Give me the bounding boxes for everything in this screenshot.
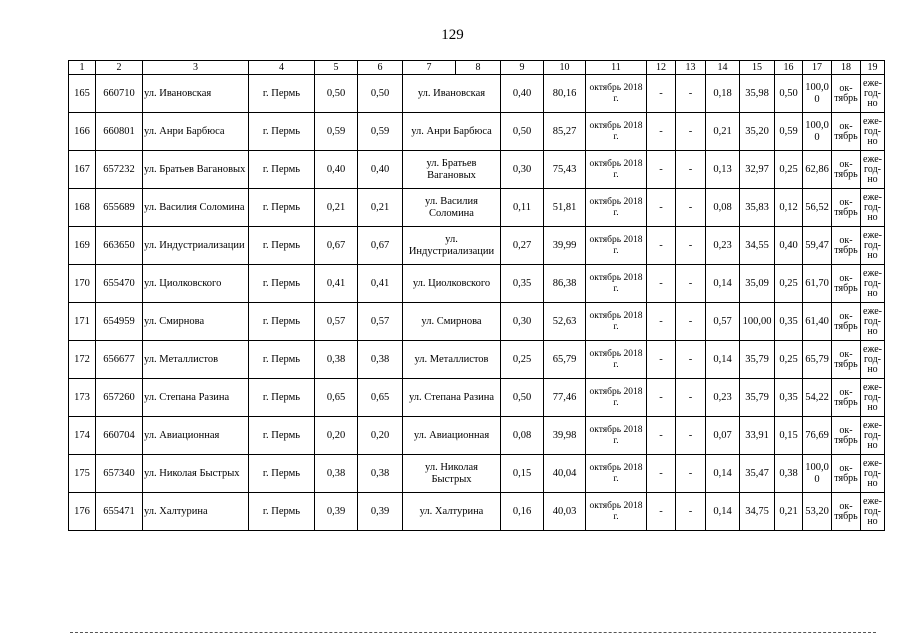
cell-col15: 33,91 <box>740 417 775 455</box>
row-number: 168 <box>69 189 96 227</box>
month-cell: ок-тябрь <box>832 227 861 265</box>
frequency-cell: еже-год-но <box>861 493 885 531</box>
cell-col14: 0,07 <box>706 417 740 455</box>
cell-col14: 0,21 <box>706 113 740 151</box>
table-row <box>69 151 885 189</box>
cell-col9: 0,25 <box>501 341 544 379</box>
cell-col13: - <box>676 341 706 379</box>
cell-col12: - <box>647 455 676 493</box>
cell-col17: 61,70 <box>803 265 832 303</box>
cell-col6: 0,41 <box>358 265 403 303</box>
row-code: 660801 <box>96 113 143 151</box>
row-code: 655471 <box>96 493 143 531</box>
period-cell: октябрь 2018 г. <box>586 151 647 189</box>
cell-col10: 51,81 <box>544 189 586 227</box>
cell-col9: 0,11 <box>501 189 544 227</box>
street-name-merged: ул. Металлистов <box>403 341 501 379</box>
cell-col6: 0,50 <box>358 75 403 113</box>
cell-col15: 32,97 <box>740 151 775 189</box>
cell-col10: 39,98 <box>544 417 586 455</box>
cell-col6: 0,67 <box>358 227 403 265</box>
column-header: 8 <box>456 61 501 75</box>
column-header: 11 <box>586 61 647 75</box>
period-cell: октябрь 2018 г. <box>586 493 647 531</box>
row-number: 169 <box>69 227 96 265</box>
table-row <box>69 227 885 265</box>
cell-col16: 0,21 <box>775 493 803 531</box>
period-cell: октябрь 2018 г. <box>586 417 647 455</box>
cell-col6: 0,20 <box>358 417 403 455</box>
cell-col14: 0,08 <box>706 189 740 227</box>
cell-col15: 35,47 <box>740 455 775 493</box>
street-name: ул. Авиационная <box>143 417 249 455</box>
frequency-cell: еже-год-но <box>861 189 885 227</box>
row-number: 174 <box>69 417 96 455</box>
row-number: 175 <box>69 455 96 493</box>
frequency-cell: еже-год-но <box>861 265 885 303</box>
cell-col12: - <box>647 75 676 113</box>
column-header: 18 <box>832 61 861 75</box>
cell-col17: 100,0 0 <box>803 113 832 151</box>
cell-col13: - <box>676 417 706 455</box>
period-cell: октябрь 2018 г. <box>586 113 647 151</box>
cell-col17: 53,20 <box>803 493 832 531</box>
cell-col17: 56,52 <box>803 189 832 227</box>
frequency-cell: еже-год-но <box>861 75 885 113</box>
street-name: ул. Циолковского <box>143 265 249 303</box>
column-header: 6 <box>358 61 403 75</box>
month-cell: ок-тябрь <box>832 455 861 493</box>
cell-col17: 65,79 <box>803 341 832 379</box>
table-row <box>69 113 885 151</box>
cell-col14: 0,18 <box>706 75 740 113</box>
column-header: 14 <box>706 61 740 75</box>
cell-col13: - <box>676 379 706 417</box>
street-name: ул. Смирнова <box>143 303 249 341</box>
street-name: ул. Степана Разина <box>143 379 249 417</box>
column-header: 1 <box>69 61 96 75</box>
row-code: 655470 <box>96 265 143 303</box>
column-header: 17 <box>803 61 832 75</box>
street-name: ул. Индустриализации <box>143 227 249 265</box>
row-number: 165 <box>69 75 96 113</box>
city-name: г. Пермь <box>249 455 315 493</box>
cell-col16: 0,59 <box>775 113 803 151</box>
table-row <box>69 75 885 113</box>
column-header: 13 <box>676 61 706 75</box>
table-row <box>69 341 885 379</box>
cell-col9: 0,16 <box>501 493 544 531</box>
row-number: 166 <box>69 113 96 151</box>
row-number: 172 <box>69 341 96 379</box>
cell-col13: - <box>676 189 706 227</box>
row-number: 167 <box>69 151 96 189</box>
city-name: г. Пермь <box>249 379 315 417</box>
table-row <box>69 303 885 341</box>
cell-col14: 0,14 <box>706 493 740 531</box>
street-name: ул. Братьев Вагановых <box>143 151 249 189</box>
cell-col16: 0,25 <box>775 265 803 303</box>
frequency-cell: еже-год-но <box>861 341 885 379</box>
frequency-cell: еже-год-но <box>861 113 885 151</box>
column-header: 3 <box>143 61 249 75</box>
period-cell: октябрь 2018 г. <box>586 265 647 303</box>
cell-col5: 0,67 <box>315 227 358 265</box>
data-table <box>68 60 885 531</box>
cell-col12: - <box>647 303 676 341</box>
row-code: 660704 <box>96 417 143 455</box>
cell-col13: - <box>676 455 706 493</box>
street-name-merged: ул. Смирнова <box>403 303 501 341</box>
cell-col5: 0,40 <box>315 151 358 189</box>
month-cell: ок-тябрь <box>832 379 861 417</box>
cell-col6: 0,38 <box>358 341 403 379</box>
cell-col10: 86,38 <box>544 265 586 303</box>
cell-col15: 35,20 <box>740 113 775 151</box>
cell-col12: - <box>647 189 676 227</box>
cell-col14: 0,23 <box>706 227 740 265</box>
cell-col6: 0,39 <box>358 493 403 531</box>
cell-col6: 0,38 <box>358 455 403 493</box>
cell-col9: 0,50 <box>501 379 544 417</box>
month-cell: ок-тябрь <box>832 303 861 341</box>
row-number: 173 <box>69 379 96 417</box>
frequency-cell: еже-год-но <box>861 151 885 189</box>
table-row <box>69 265 885 303</box>
cell-col5: 0,38 <box>315 455 358 493</box>
column-header: 12 <box>647 61 676 75</box>
cell-col17: 62,86 <box>803 151 832 189</box>
row-code: 656677 <box>96 341 143 379</box>
frequency-cell: еже-год-но <box>861 417 885 455</box>
cell-col17: 54,22 <box>803 379 832 417</box>
city-name: г. Пермь <box>249 151 315 189</box>
period-cell: октябрь 2018 г. <box>586 227 647 265</box>
cell-col5: 0,41 <box>315 265 358 303</box>
cell-col13: - <box>676 265 706 303</box>
row-code: 663650 <box>96 227 143 265</box>
cell-col16: 0,25 <box>775 341 803 379</box>
cell-col14: 0,57 <box>706 303 740 341</box>
cell-col15: 35,98 <box>740 75 775 113</box>
cell-col14: 0,14 <box>706 341 740 379</box>
cell-col14: 0,14 <box>706 265 740 303</box>
cell-col10: 52,63 <box>544 303 586 341</box>
cell-col14: 0,14 <box>706 455 740 493</box>
street-name-merged: ул. Циолковского <box>403 265 501 303</box>
cell-col16: 0,38 <box>775 455 803 493</box>
city-name: г. Пермь <box>249 265 315 303</box>
row-code: 657260 <box>96 379 143 417</box>
footer-divider <box>70 632 876 633</box>
cell-col15: 100,00 <box>740 303 775 341</box>
column-header: 2 <box>96 61 143 75</box>
street-name: ул. Ивановская <box>143 75 249 113</box>
street-name-merged: ул. Халтурина <box>403 493 501 531</box>
city-name: г. Пермь <box>249 75 315 113</box>
street-name: ул. Металлистов <box>143 341 249 379</box>
column-header: 4 <box>249 61 315 75</box>
city-name: г. Пермь <box>249 303 315 341</box>
cell-col5: 0,21 <box>315 189 358 227</box>
cell-col12: - <box>647 417 676 455</box>
cell-col10: 40,03 <box>544 493 586 531</box>
street-name: ул. Николая Быстрых <box>143 455 249 493</box>
column-header: 9 <box>501 61 544 75</box>
page-number: 129 <box>441 27 464 43</box>
street-name-merged: ул. Ивановская <box>403 75 501 113</box>
cell-col10: 39,99 <box>544 227 586 265</box>
cell-col12: - <box>647 227 676 265</box>
cell-col9: 0,15 <box>501 455 544 493</box>
row-code: 660710 <box>96 75 143 113</box>
column-header: 7 <box>403 61 456 75</box>
cell-col10: 80,16 <box>544 75 586 113</box>
cell-col5: 0,39 <box>315 493 358 531</box>
cell-col16: 0,50 <box>775 75 803 113</box>
cell-col12: - <box>647 379 676 417</box>
cell-col16: 0,40 <box>775 227 803 265</box>
cell-col5: 0,65 <box>315 379 358 417</box>
cell-col6: 0,57 <box>358 303 403 341</box>
header-row <box>69 61 885 75</box>
cell-col5: 0,57 <box>315 303 358 341</box>
cell-col13: - <box>676 151 706 189</box>
month-cell: ок-тябрь <box>832 75 861 113</box>
city-name: г. Пермь <box>249 227 315 265</box>
table-row <box>69 379 885 417</box>
period-cell: октябрь 2018 г. <box>586 341 647 379</box>
row-code: 655689 <box>96 189 143 227</box>
cell-col10: 85,27 <box>544 113 586 151</box>
month-cell: ок-тябрь <box>832 341 861 379</box>
month-cell: ок-тябрь <box>832 189 861 227</box>
cell-col5: 0,20 <box>315 417 358 455</box>
month-cell: ок-тябрь <box>832 265 861 303</box>
cell-col15: 35,83 <box>740 189 775 227</box>
row-code: 654959 <box>96 303 143 341</box>
cell-col13: - <box>676 227 706 265</box>
cell-col17: 100,0 0 <box>803 75 832 113</box>
cell-col14: 0,23 <box>706 379 740 417</box>
cell-col15: 35,79 <box>740 341 775 379</box>
city-name: г. Пермь <box>249 493 315 531</box>
frequency-cell: еже-год-но <box>861 379 885 417</box>
cell-col17: 61,40 <box>803 303 832 341</box>
month-cell: ок-тябрь <box>832 151 861 189</box>
cell-col9: 0,08 <box>501 417 544 455</box>
table-row <box>69 493 885 531</box>
column-header: 15 <box>740 61 775 75</box>
frequency-cell: еже-год-но <box>861 227 885 265</box>
street-name-merged: ул. Братьев Вагановых <box>403 151 501 189</box>
cell-col15: 35,79 <box>740 379 775 417</box>
column-header: 19 <box>861 61 885 75</box>
row-number: 170 <box>69 265 96 303</box>
period-cell: октябрь 2018 г. <box>586 189 647 227</box>
month-cell: ок-тябрь <box>832 417 861 455</box>
row-code: 657340 <box>96 455 143 493</box>
cell-col13: - <box>676 75 706 113</box>
row-code: 657232 <box>96 151 143 189</box>
cell-col6: 0,59 <box>358 113 403 151</box>
cell-col16: 0,35 <box>775 379 803 417</box>
cell-col13: - <box>676 493 706 531</box>
cell-col5: 0,59 <box>315 113 358 151</box>
cell-col9: 0,35 <box>501 265 544 303</box>
cell-col6: 0,21 <box>358 189 403 227</box>
street-name: ул. Василия Соломина <box>143 189 249 227</box>
row-number: 176 <box>69 493 96 531</box>
row-number: 171 <box>69 303 96 341</box>
cell-col10: 77,46 <box>544 379 586 417</box>
city-name: г. Пермь <box>249 189 315 227</box>
cell-col9: 0,40 <box>501 75 544 113</box>
cell-col12: - <box>647 113 676 151</box>
cell-col12: - <box>647 265 676 303</box>
cell-col9: 0,30 <box>501 303 544 341</box>
cell-col13: - <box>676 113 706 151</box>
cell-col12: - <box>647 341 676 379</box>
frequency-cell: еже-год-но <box>861 303 885 341</box>
cell-col12: - <box>647 151 676 189</box>
cell-col17: 100,0 0 <box>803 455 832 493</box>
street-name-merged: ул. Василия Соломина <box>403 189 501 227</box>
frequency-cell: еже-год-но <box>861 455 885 493</box>
cell-col6: 0,65 <box>358 379 403 417</box>
cell-col16: 0,12 <box>775 189 803 227</box>
month-cell: ок-тябрь <box>832 493 861 531</box>
cell-col17: 76,69 <box>803 417 832 455</box>
cell-col10: 75,43 <box>544 151 586 189</box>
table-row <box>69 189 885 227</box>
street-name-merged: ул. Николая Быстрых <box>403 455 501 493</box>
city-name: г. Пермь <box>249 113 315 151</box>
table-row <box>69 417 885 455</box>
cell-col15: 34,55 <box>740 227 775 265</box>
cell-col5: 0,38 <box>315 341 358 379</box>
street-name: ул. Анри Барбюса <box>143 113 249 151</box>
cell-col10: 65,79 <box>544 341 586 379</box>
column-header: 10 <box>544 61 586 75</box>
cell-col9: 0,50 <box>501 113 544 151</box>
street-name: ул. Халтурина <box>143 493 249 531</box>
cell-col16: 0,35 <box>775 303 803 341</box>
cell-col16: 0,15 <box>775 417 803 455</box>
period-cell: октябрь 2018 г. <box>586 379 647 417</box>
month-cell: ок-тябрь <box>832 113 861 151</box>
cell-col6: 0,40 <box>358 151 403 189</box>
cell-col16: 0,25 <box>775 151 803 189</box>
cell-col12: - <box>647 493 676 531</box>
cell-col5: 0,50 <box>315 75 358 113</box>
city-name: г. Пермь <box>249 341 315 379</box>
cell-col15: 34,75 <box>740 493 775 531</box>
cell-col15: 35,09 <box>740 265 775 303</box>
period-cell: октябрь 2018 г. <box>586 303 647 341</box>
street-name-merged: ул. Степана Разина <box>403 379 501 417</box>
cell-col13: - <box>676 303 706 341</box>
street-name-merged: ул. Индустриализации <box>403 227 501 265</box>
column-header: 16 <box>775 61 803 75</box>
city-name: г. Пермь <box>249 417 315 455</box>
street-name-merged: ул. Авиационная <box>403 417 501 455</box>
period-cell: октябрь 2018 г. <box>586 455 647 493</box>
cell-col17: 59,47 <box>803 227 832 265</box>
cell-col10: 40,04 <box>544 455 586 493</box>
period-cell: октябрь 2018 г. <box>586 75 647 113</box>
street-name-merged: ул. Анри Барбюса <box>403 113 501 151</box>
column-header: 5 <box>315 61 358 75</box>
cell-col9: 0,30 <box>501 151 544 189</box>
table-row <box>69 455 885 493</box>
cell-col9: 0,27 <box>501 227 544 265</box>
cell-col14: 0,13 <box>706 151 740 189</box>
